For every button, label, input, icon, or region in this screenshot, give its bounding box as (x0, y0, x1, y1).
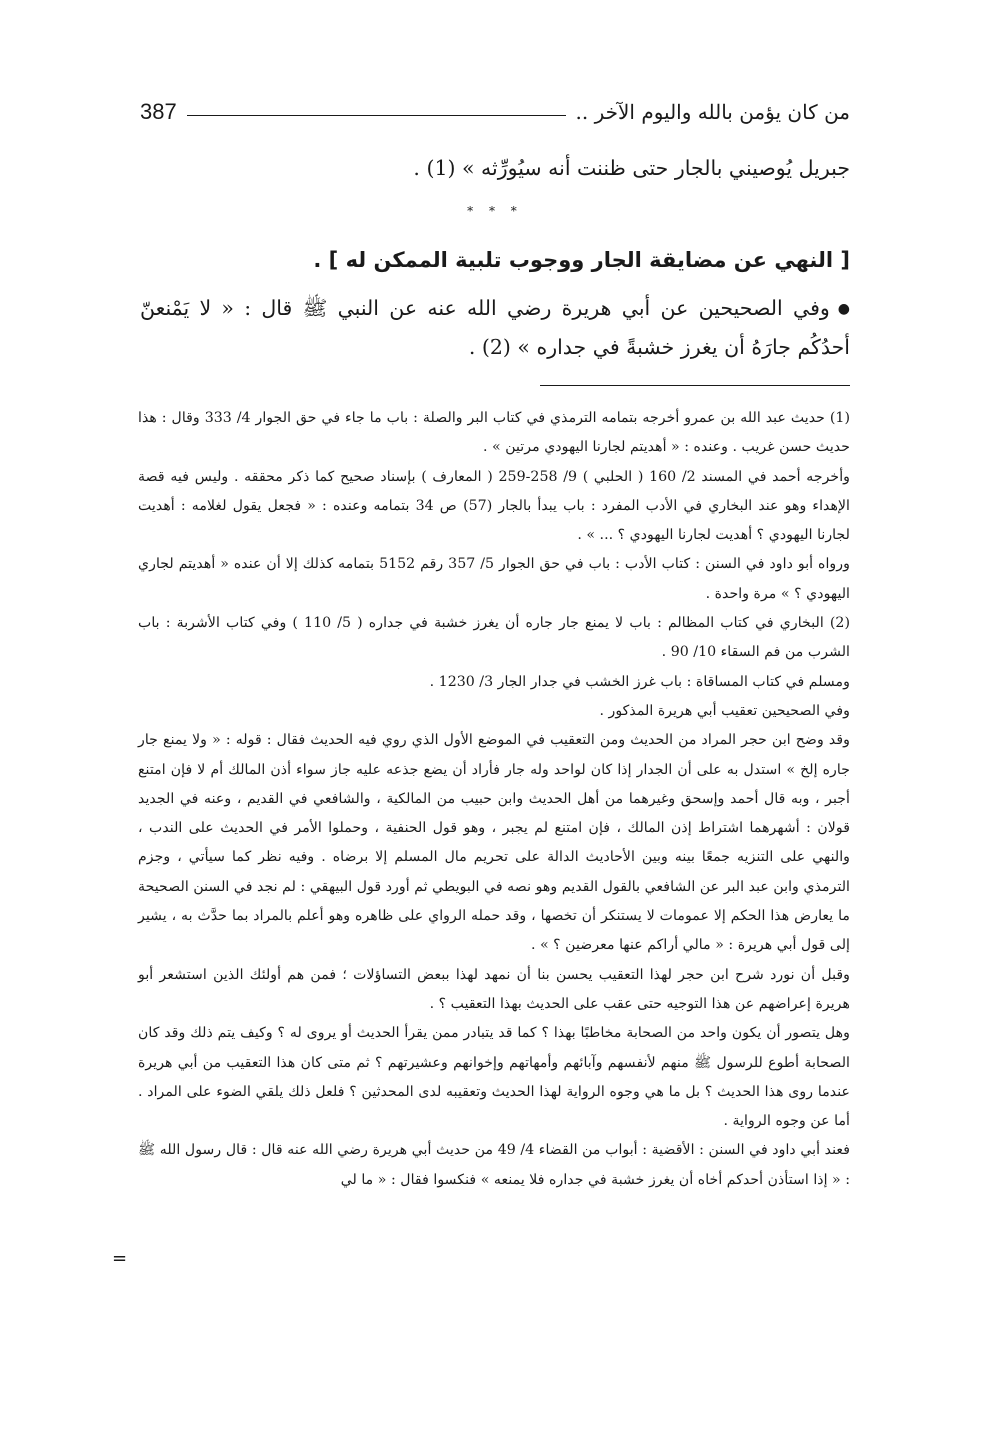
running-head-title: من كان يؤمن بالله واليوم الآخر .. (575, 100, 850, 124)
footnote-paragraph: وقد وضح ابن حجر المراد من الحديث ومن التعقيب في الموضع الأول الذي روي فيه الحديث فقال : قوله : « ولا يمنع جار جاره إلخ » استدل به على أن الجدار إذا كان لواحد وله جار فأراد أن يضع جذعه عليه جاز سواء أذن المالك أم لا فإن امتنع أجبر ، وبه قال أحمد وإسحق وغيرهما من أهل الحديث وابن حبيب من المالكية ، والشافعي في القديم ، وعنه في الجديد قولان : أشهرهما اشتراط إذن المالك ، فإن امتنع لم يجبر ، وهو قول الحنفية ، وحملوا الأمر في الحديث على الندب ، والنهي على التنزيه جمعًا بينه وبين الأحاديث الدالة على تحريم مال المسلم إلا برضاه . وفيه نظر كما سيأتي ، وجزم الترمذي وابن عبد البر عن الشافعي بالقول القديم وهو نصه في البويطي ثم أورد قول البيهقي : لم نجد في السنن الصحيحة ما يعارض هذا الحكم إلا عمومات لا يستنكر أن تخصها ، وقد حمله الرواي على ظاهره وهو أعلم بالمراد بما حدَّث به ، يشير إلى قول أبي هريرة : « مالي أراكم عنها معرضين ؟ » . (138, 732, 850, 954)
hadith-paragraph (140, 290, 850, 365)
book-page (140, 92, 850, 1195)
bullet-icon: ● (837, 301, 850, 317)
footnote-paragraph: ورواه أبو داود في السنن : كتاب الأدب : باب في حق الجوار 5/ 357 رقم 5152 بتمامه كذلك إلا أن عنده « أهديتم لجاري اليهودي ؟ » مرة واحدة . (138, 556, 850, 602)
footnote-paragraph: فعند أبي داود في السنن : الأقضية : أبواب من القضاء 4/ 49 من حديث أبي هريرة رضي الله عنه قال : قال رسول الله ﷺ : « إذا استأذن أحدكم أخاه أن يغرز خشبة في جداره فلا يمنعه » فنكسوا فقال : « ما لي (138, 1142, 850, 1188)
footnote-paragraph: وفي الصحيحين تعقيب أبي هريرة المذكور . (599, 702, 850, 719)
footnote-paragraph: وهل يتصور أن يكون واحد من الصحابة مخاطبًا بهذا ؟ كما قد يتبادر ممن يقرأ الحديث أو يروى له ؟ وكيف يتم ذلك وقد كان الصحابة أطوع للرسول ﷺ منهم لأنفسهم وآبائهم وأمهاتهم وإخوانهم وعشيرتهم ؟ ثم متى كان هذا التعقيب من أبي هريرة عندما روى هذا الحديث ؟ بل ما هي وجوه الرواية لهذا الحديث وتعقيبه لدى المحدثين ؟ فلعل ذلك يلقي الضوء على المراد . أما عن وجوه الرواية . (138, 1025, 850, 1130)
running-head-rule (187, 115, 566, 116)
section-heading: [ النهي عن مضايقة الجار ووجوب تلبية الممكن له ] . (313, 248, 850, 272)
page-number: 387 (140, 99, 177, 124)
footnote-divider (540, 385, 850, 386)
continuation-mark: = (112, 1248, 128, 1269)
footnotes (138, 404, 850, 1195)
footnote-paragraph: وأخرجه أحمد في المسند 2/ 160 ( الحلبي ) 9/ 258-259 ( المعارف ) بإسناد صحيح كما ذكر محققه . وليس فيه قصة الإهداء وهو عند البخاري في الأدب المفرد : باب يبدأ بالجار (57) ص 34 بتمامه وعنده : « فجعل يقول لغلامه : أهديت لجارنا اليهودي ؟ أهديت لجارنا اليهودي ؟ ... » . (138, 468, 850, 544)
footnote-paragraph: (1) حديث عبد الله بن عمرو أخرجه بتمامه الترمذي في كتاب البر والصلة : باب ما جاء في حق الجوار 4/ 333 وقال : هذا حديث حسن غريب . وعنده : « أهديتم لجارنا اليهودي مرتين » . (138, 410, 850, 456)
running-head (140, 92, 850, 132)
hadith-text: وفي الصحيحين عن أبي هريرة رضي الله عنه عن النبي ﷺ قال : « لا يَمْنعنّ أحدُكُم جارَهُ أن يغرز خشبةً في جداره » (2) . (140, 296, 850, 359)
continuation-paragraph: جبريل يُوصيني بالجار حتى ظننت أنه سيُورِّثه » (1) . (413, 156, 850, 180)
footnote-paragraph: (2) البخاري في كتاب المظالم : باب لا يمنع جار جاره أن يغرز خشبة في جداره ( 5/ 110 ) وفي كتاب الأشربة : باب الشرب من فم السقاء 10/ 90 . (138, 615, 850, 661)
footnote-paragraph: وقبل أن نورد شرح ابن حجر لهذا التعقيب يحسن بنا أن نمهد لهذا ببعض التساؤلات ؛ فمن هم أولئك الذين استشعر أبو هريرة إعراضهم عن هذا التوجيه حتى عقب على الحديث بهذا التعقيب ؟ . (138, 966, 850, 1012)
section-separator: * * * (467, 204, 523, 218)
footnote-paragraph: ومسلم في كتاب المساقاة : باب غرز الخشب في جدار الجار 3/ 1230 . (429, 673, 850, 690)
